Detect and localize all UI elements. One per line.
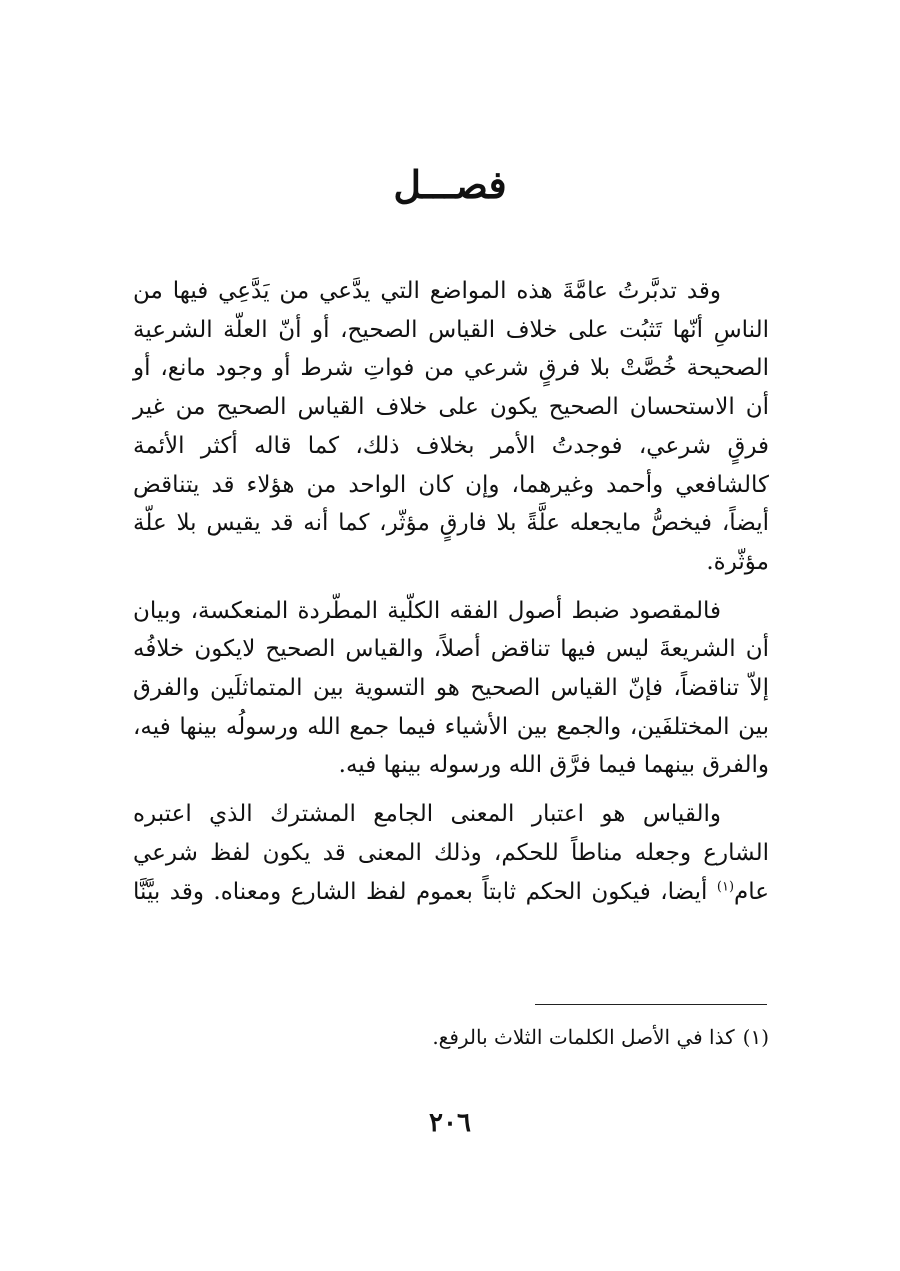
paragraph-3-text-after-ref: أيضا، فيكون الحكم ثابتاً بعموم لفظ الشارع ومعناه. وقد بيَّنَّا (133, 878, 717, 905)
footnote-marker: (١) (742, 1025, 769, 1049)
footnote-text: كذا في الأصل الكلمات الثلاث بالرفع. (432, 1025, 735, 1049)
footnote (133, 1021, 769, 1053)
paragraph-2: فالمقصود ضبط أصول الفقه الكلّية المطّردة المنعكسة، وبيان أن الشريعةَ ليس فيها تناقض أصلاً، والقياس الصحيح لايكون خلافُه إلاّ تناقضاً، فإنّ القياس الصحيح هو التسوية بين المتماثلَين والفرق بين المختلفَين، والجمع بين الأشياء فيما جمع الله ورسولُه بينها فيه، والفرق بينهما فيما فرَّق الله ورسوله بينها فيه. (133, 597, 769, 779)
body-text (133, 272, 769, 921)
page-number: ٢٠٦ (429, 1108, 471, 1138)
footnote-reference: (١) (716, 878, 735, 894)
paragraph-1: وقد تدبَّرتُ عامَّةَ هذه المواضع التي يدَّعي من يَدَّعِي فيها من الناسِ أنّها تَثبُت على خلاف القياس الصحيح، أو أنّ العلّة الشرعية الصحيحة خُصَّتْ بلا فرقٍ شرعي من فواتِ شرط أو وجود مانع، أو أن الاستحسان الصحيح يكون على خلاف القياس الصحيح من غير فرقٍ شرعي، فوجدتُ الأمر بخلاف ذلك، كما قاله أكثر الأئمة كالشافعي وأحمد وغيرهما، وإن كان الواحد من هؤلاء قد يتناقض أيضاً، فيخصُّ مايجعله علَّةً بلا فارقٍ مؤثّر، كما أنه قد يقيس بلا علّة مؤثّرة. (133, 278, 769, 575)
footnote-divider (535, 1004, 767, 1005)
paragraph-3 (133, 795, 769, 911)
paragraph-3-text-before-ref: والقياس هو اعتبار المعنى الجامع المشترك الذي اعتبره الشارع وجعله مناطاً للحكم، وذلك المعنى قد يكون لفظ شرعي عام (133, 801, 769, 905)
chapter-title: فصـــل (393, 162, 507, 207)
